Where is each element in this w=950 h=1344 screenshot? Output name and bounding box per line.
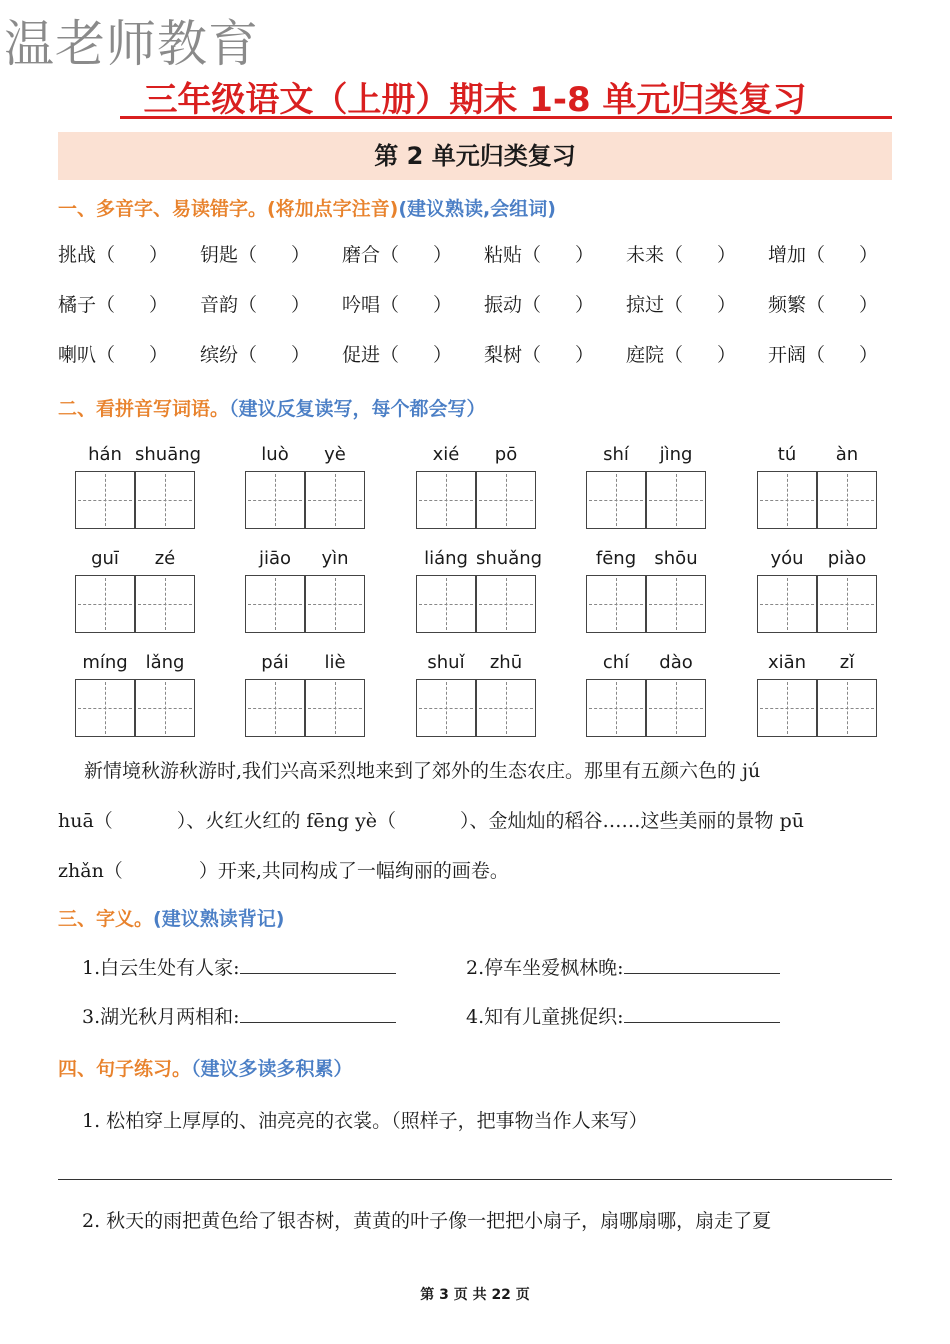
polyphone-item bbox=[58, 240, 168, 267]
pinyin-syllable: zé bbox=[154, 548, 176, 569]
paren-close: ） bbox=[149, 244, 169, 266]
pinyin-syllable: shōu bbox=[654, 548, 698, 569]
paren-close: ） bbox=[433, 344, 453, 366]
polyphone-word: 钥匙 bbox=[200, 244, 239, 266]
section4-heading-hint: （建议多读多积累） bbox=[191, 1058, 353, 1080]
pinyin-syllable: guī bbox=[91, 548, 119, 569]
paren-close: ） bbox=[291, 294, 311, 316]
tianzige-box[interactable] bbox=[416, 471, 476, 529]
meaning-item-4-text: 4.知有儿童挑促织: bbox=[466, 1006, 624, 1028]
pinyin-syllable: yè bbox=[324, 444, 346, 465]
pinyin-syllable: luò bbox=[261, 444, 289, 465]
section3-heading bbox=[58, 904, 284, 931]
passage-line-1 bbox=[58, 756, 892, 783]
pinyin-syllable: shí bbox=[603, 444, 629, 465]
polyphone-word: 促进 bbox=[342, 344, 381, 366]
polyphone-item bbox=[626, 290, 736, 317]
paren-close: ） bbox=[575, 294, 595, 316]
polyphone-word: 音韵 bbox=[200, 294, 239, 316]
paren-open: （ bbox=[522, 244, 542, 266]
paren-open: （ bbox=[380, 294, 400, 316]
polyphone-word: 橘子 bbox=[58, 294, 97, 316]
paren-close: ） bbox=[149, 344, 169, 366]
paren-close: ） bbox=[291, 344, 311, 366]
polyphone-item bbox=[768, 340, 878, 367]
paren-open: （ bbox=[664, 344, 684, 366]
pinyin-syllable: tú bbox=[777, 444, 797, 465]
polyphone-word: 缤纷 bbox=[200, 344, 239, 366]
polyphone-item bbox=[200, 240, 310, 267]
passage-line-3 bbox=[58, 856, 892, 883]
section4-heading-main: 四、句子练习。 bbox=[58, 1058, 192, 1080]
polyphone-item bbox=[342, 340, 452, 367]
pinyin-syllable: xiān bbox=[767, 652, 807, 673]
paren-open: （ bbox=[806, 344, 826, 366]
pinyin-syllable: jiāo bbox=[258, 548, 292, 569]
tianzige-box[interactable] bbox=[646, 471, 706, 529]
section3-heading-main: 三、字义。 bbox=[58, 908, 154, 930]
pinyin-syllable: yóu bbox=[770, 548, 804, 569]
passage-line-2-b: ）、火红火红的 fēng yè（ bbox=[176, 810, 397, 832]
polyphone-item bbox=[626, 240, 736, 267]
polyphone-item bbox=[200, 290, 310, 317]
polyphone-item bbox=[484, 240, 594, 267]
polyphone-word: 庭院 bbox=[626, 344, 665, 366]
meaning-item-2 bbox=[466, 953, 780, 980]
brand-watermark: 温老师教育 bbox=[4, 15, 259, 73]
polyphone-word: 掠过 bbox=[626, 294, 665, 316]
paren-close: ） bbox=[859, 344, 879, 366]
tianzige-box[interactable] bbox=[135, 575, 195, 633]
paren-open: （ bbox=[238, 244, 258, 266]
sentence-question-2: 2. 秋天的雨把黄色给了银杏树，黄黄的叶子像一把把小扇子，扇哪扇哪，扇走了夏 bbox=[82, 1210, 772, 1232]
pinyin-syllable: jìng bbox=[659, 444, 693, 465]
tianzige-box[interactable] bbox=[646, 575, 706, 633]
paren-close: ） bbox=[433, 244, 453, 266]
pinyin-syllable: yìn bbox=[321, 548, 349, 569]
polyphone-word: 挑战 bbox=[58, 244, 97, 266]
tianzige-box[interactable] bbox=[135, 679, 195, 737]
answer-line-1[interactable] bbox=[58, 1179, 892, 1180]
paren-close: ） bbox=[717, 294, 737, 316]
polyphone-word: 未来 bbox=[626, 244, 665, 266]
polyphone-item bbox=[342, 240, 452, 267]
sentence-question-1: 1. 松柏穿上厚厚的、油亮亮的衣裳。（照样子，把事物当作人来写） bbox=[82, 1110, 648, 1132]
meaning-item-3-text: 3.湖光秋月两相和: bbox=[82, 1006, 240, 1028]
tianzige-box[interactable] bbox=[305, 575, 365, 633]
polyphone-item bbox=[58, 340, 168, 367]
passage-line-3-a: zhǎn（ bbox=[58, 860, 123, 882]
passage-line-2-a: huā（ bbox=[58, 810, 113, 832]
page-footer: 第 3 页 共 22 页 bbox=[420, 1287, 530, 1303]
title-underline bbox=[120, 116, 892, 119]
tianzige-box[interactable] bbox=[75, 679, 135, 737]
meaning-item-1-blank[interactable] bbox=[240, 953, 396, 974]
section2-heading-hint: （建议反复读写，每个都会写） bbox=[229, 398, 486, 420]
pinyin-syllable: liè bbox=[324, 652, 346, 673]
pinyin-syllable: shuǐ bbox=[427, 652, 465, 673]
paren-close: ） bbox=[575, 344, 595, 366]
polyphone-item bbox=[768, 240, 878, 267]
paren-close: ） bbox=[433, 294, 453, 316]
paren-close: ） bbox=[717, 244, 737, 266]
passage-line-2 bbox=[58, 806, 892, 833]
tianzige-box[interactable] bbox=[757, 575, 817, 633]
tianzige-box[interactable] bbox=[75, 575, 135, 633]
polyphone-word: 开阔 bbox=[768, 344, 807, 366]
paren-open: （ bbox=[238, 344, 258, 366]
pinyin-syllable: pái bbox=[261, 652, 289, 673]
tianzige-box[interactable] bbox=[305, 471, 365, 529]
tianzige-box[interactable] bbox=[817, 679, 877, 737]
paren-open: （ bbox=[522, 294, 542, 316]
pinyin-syllable: xié bbox=[432, 444, 460, 465]
tianzige-box[interactable] bbox=[305, 679, 365, 737]
paren-close: ） bbox=[717, 344, 737, 366]
section2-heading-main: 二、看拼音写词语。 bbox=[58, 398, 230, 420]
polyphone-word: 梨树 bbox=[484, 344, 523, 366]
tianzige-box[interactable] bbox=[135, 471, 195, 529]
meaning-item-4-blank[interactable] bbox=[624, 1002, 780, 1023]
tianzige-box[interactable] bbox=[646, 679, 706, 737]
tianzige-box[interactable] bbox=[586, 575, 646, 633]
tianzige-box[interactable] bbox=[757, 471, 817, 529]
pinyin-syllable: zǐ bbox=[839, 652, 855, 673]
unit-title: 第 2 单元归类复习 bbox=[58, 132, 892, 180]
paren-open: （ bbox=[96, 344, 116, 366]
section1-heading bbox=[58, 194, 556, 221]
polyphone-word: 振动 bbox=[484, 294, 523, 316]
pinyin-syllable: liáng bbox=[424, 548, 468, 569]
tianzige-box[interactable] bbox=[476, 575, 536, 633]
meaning-item-2-text: 2.停车坐爱枫林晚: bbox=[466, 957, 624, 979]
paren-close: ） bbox=[149, 294, 169, 316]
paren-close: ） bbox=[859, 294, 879, 316]
passage-line-3-b: ）开来,共同构成了一幅绚丽的画卷。 bbox=[198, 860, 509, 882]
meaning-item-3-blank[interactable] bbox=[240, 1002, 396, 1023]
paren-open: （ bbox=[380, 344, 400, 366]
tianzige-box[interactable] bbox=[476, 471, 536, 529]
pinyin-syllable: hán bbox=[88, 444, 122, 465]
paren-open: （ bbox=[380, 244, 400, 266]
pinyin-syllable: dào bbox=[659, 652, 693, 673]
page-title: 三年级语文（上册）期末 1-8 单元归类复习 bbox=[143, 80, 807, 120]
pinyin-syllable: àn bbox=[835, 444, 859, 465]
passage-line-1-text: 新情境秋游秋游时,我们兴高采烈地来到了郊外的生态农庄。那里有五颜六色的 jú bbox=[84, 760, 761, 782]
paren-open: （ bbox=[96, 294, 116, 316]
pinyin-syllable: shuāng bbox=[135, 444, 202, 465]
pinyin-syllable: fēng bbox=[595, 548, 637, 569]
paren-close: ） bbox=[291, 244, 311, 266]
section1-heading-main: 一、多音字、易读错字。(将加点字注音) bbox=[58, 198, 399, 220]
polyphone-word: 频繁 bbox=[768, 294, 807, 316]
meaning-item-1 bbox=[82, 953, 396, 980]
polyphone-item bbox=[484, 290, 594, 317]
polyphone-word: 吟唱 bbox=[342, 294, 381, 316]
pinyin-syllable: piào bbox=[827, 548, 867, 569]
polyphone-item bbox=[768, 290, 878, 317]
polyphone-word: 增加 bbox=[768, 244, 807, 266]
tianzige-box[interactable] bbox=[245, 575, 305, 633]
paren-open: （ bbox=[806, 294, 826, 316]
polyphone-item bbox=[626, 340, 736, 367]
paren-open: （ bbox=[664, 294, 684, 316]
paren-close: ） bbox=[575, 244, 595, 266]
pinyin-syllable: chí bbox=[602, 652, 630, 673]
tianzige-box[interactable] bbox=[817, 471, 877, 529]
section4-heading bbox=[58, 1054, 353, 1081]
tianzige-box[interactable] bbox=[757, 679, 817, 737]
tianzige-box[interactable] bbox=[476, 679, 536, 737]
passage-line-2-c: ）、金灿灿的稻谷……这些美丽的景物 pū bbox=[460, 810, 804, 832]
pinyin-syllable: pō bbox=[494, 444, 518, 465]
paren-open: （ bbox=[806, 244, 826, 266]
tianzige-box[interactable] bbox=[586, 679, 646, 737]
polyphone-item bbox=[200, 340, 310, 367]
meaning-item-3 bbox=[82, 1002, 396, 1029]
paren-close: ） bbox=[859, 244, 879, 266]
meaning-item-1-text: 1.白云生处有人家: bbox=[82, 957, 240, 979]
tianzige-box[interactable] bbox=[245, 679, 305, 737]
section1-heading-hint: (建议熟读,会组词) bbox=[398, 198, 556, 220]
paren-open: （ bbox=[238, 294, 258, 316]
polyphone-item bbox=[342, 290, 452, 317]
pinyin-syllable: lǎng bbox=[145, 652, 185, 673]
tianzige-box[interactable] bbox=[586, 471, 646, 529]
meaning-item-2-blank[interactable] bbox=[624, 953, 780, 974]
paren-open: （ bbox=[96, 244, 116, 266]
tianzige-box[interactable] bbox=[245, 471, 305, 529]
polyphone-word: 喇叭 bbox=[58, 344, 97, 366]
paren-open: （ bbox=[522, 344, 542, 366]
polyphone-item bbox=[58, 290, 168, 317]
tianzige-box[interactable] bbox=[416, 575, 476, 633]
pinyin-syllable: míng bbox=[82, 652, 128, 673]
meaning-item-4 bbox=[466, 1002, 780, 1029]
tianzige-box[interactable] bbox=[75, 471, 135, 529]
section3-heading-hint: (建议熟读背记) bbox=[153, 908, 285, 930]
pinyin-syllable: shuǎng bbox=[476, 548, 543, 569]
polyphone-item bbox=[484, 340, 594, 367]
tianzige-box[interactable] bbox=[416, 679, 476, 737]
polyphone-word: 磨合 bbox=[342, 244, 381, 266]
paren-open: （ bbox=[664, 244, 684, 266]
section2-heading bbox=[58, 394, 486, 421]
polyphone-word: 粘贴 bbox=[484, 244, 523, 266]
tianzige-box[interactable] bbox=[817, 575, 877, 633]
pinyin-syllable: zhū bbox=[489, 652, 523, 673]
